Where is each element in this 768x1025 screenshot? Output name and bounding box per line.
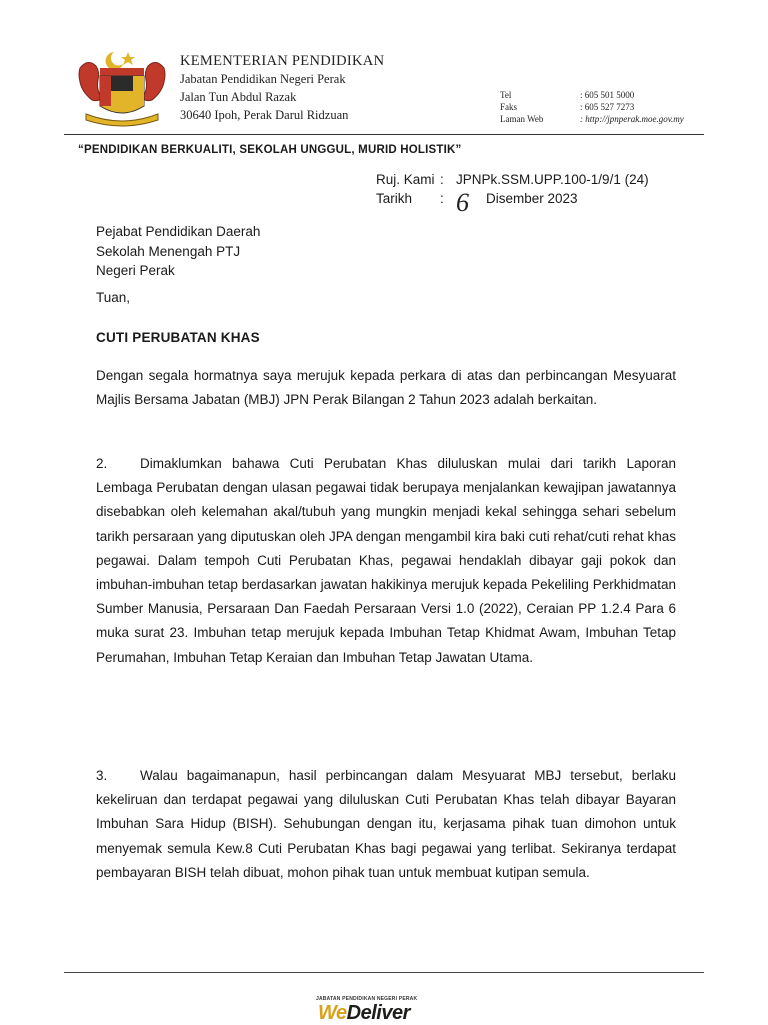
- logo-we: We: [318, 1002, 347, 1024]
- coat-of-arms-icon: [70, 48, 174, 128]
- recipient-line: Sekolah Menengah PTJ: [96, 243, 241, 259]
- we-deliver-logo: [318, 1002, 410, 1025]
- salutation: Tuan,: [96, 290, 131, 305]
- paragraph-number: 3.: [96, 768, 108, 783]
- city-address: 30640 Ipoh, Perak Darul Ridzuan: [180, 108, 349, 122]
- footer-divider: [64, 972, 704, 973]
- paragraph-3: [96, 764, 676, 885]
- department-name: Jabatan Pendidikan Negeri Perak: [180, 72, 346, 86]
- contact-row-web: [500, 113, 684, 125]
- paragraph-text: Dengan segala hormatnya saya merujuk kepada perkara di atas dan perbincangan Mesyuarat Majlis Bersama Jabatan (MBJ) JPN Perak Bilangan 2 Tahun 2023 adalah berkaitan.: [96, 368, 676, 408]
- recipient-address: [96, 222, 260, 281]
- reference-row: [376, 170, 649, 189]
- reference-block: [376, 170, 649, 217]
- paragraph-1: [96, 364, 676, 412]
- reference-label: Ruj. Kami: [376, 172, 435, 187]
- contact-row-fax: [500, 101, 684, 113]
- paragraph-2: [96, 452, 676, 670]
- contact-block: [500, 89, 684, 125]
- paragraph-text: Dimaklumkan bahawa Cuti Perubatan Khas diluluskan mulai dari tarikh Laporan Lembaga Perubatan dengan ulasan pegawai tidak berupaya menjalankan kewajipan jawatannya disebabkan oleh kelemahan akal/tubuh yang mungkin menjadi kekal sehingga sehari sebelum tarikh persaraan yang diputuskan oleh JPA dengan mengambil kira baki cuti rehat/cuti rehat khas pegawai. Dalam tempoh Cuti Perubatan Khas, pegawai hendaklah dibayar gaji pokok dan imbuhan-imbuhan tetap berdasarkan jawatan hakikinya merujuk kepada Pekeliling Perkhidmatan Sumber Manusia, Persaraan Dan Faedah Persaraan Versi 1.0 (2022), Ceraian PP 1.2.4 Para 6 muka surat 23. Imbuhan tetap merujuk kepada Imbuhan Tetap Khidmat Awam, Imbuhan Tetap Perumahan, Imbuhan Tetap Keraian dan Imbuhan Tetap Jawatan Utama.: [96, 456, 676, 665]
- contact-value: : 605 527 7273: [580, 102, 635, 112]
- contact-row-tel: [500, 89, 684, 101]
- ministry-name: KEMENTERIAN PENDIDIKAN: [180, 53, 385, 69]
- reference-separator: :: [440, 172, 444, 187]
- contact-label: Laman Web: [500, 114, 544, 124]
- recipient-line: Negeri Perak: [96, 263, 175, 278]
- header-divider: [64, 134, 704, 135]
- contact-label: Tel: [500, 90, 512, 100]
- contact-label: Faks: [500, 102, 518, 112]
- date-day-handwritten: 6: [456, 188, 469, 217]
- date-separator: :: [440, 191, 444, 206]
- recipient-line: Pejabat Pendidikan Daerah: [96, 224, 261, 239]
- paragraph-text: Walau bagaimanapun, hasil perbincangan dalam Mesyuarat MBJ tersebut, berlaku kekeliruan dan terdapat pegawai yang diluluskan Cuti Perubatan Khas telah dibayar Bayaran Imbuhan Sara Hidup (BISH). Sehubungan dengan itu, kerjasama pihak tuan dimohon untuk menyemak semula Kew.8 Cuti Perubatan Khas bagi pegawai yang terlibat. Sekiranya terdapat pembayaran BISH telah dibuat, mohon pihak tuan untuk membuat kutipan semula.: [96, 768, 676, 880]
- date-row: [376, 188, 649, 217]
- paragraph-number: 2.: [96, 456, 108, 471]
- street-address: Jalan Tun Abdul Razak: [180, 90, 297, 104]
- contact-value: : 605 501 5000: [580, 90, 635, 100]
- date-label: Tarikh: [376, 191, 413, 206]
- motto: “PENDIDIKAN BERKUALITI, SEKOLAH UNGGUL, MURID HOLISTIK”: [78, 144, 462, 156]
- reference-number: JPNPk.SSM.UPP.100-1/9/1 (24): [456, 172, 649, 187]
- footer-department-text: JABATAN PENDIDIKAN NEGERI PERAK: [316, 996, 418, 1002]
- logo-deliver: Deliver: [346, 1002, 410, 1024]
- organization-block: [180, 52, 384, 124]
- letter-subject: CUTI PERUBATAN KHAS: [96, 330, 260, 345]
- website-link[interactable]: : http://jpnperak.moe.gov.my: [580, 114, 684, 124]
- date-month-year: Disember 2023: [486, 191, 578, 206]
